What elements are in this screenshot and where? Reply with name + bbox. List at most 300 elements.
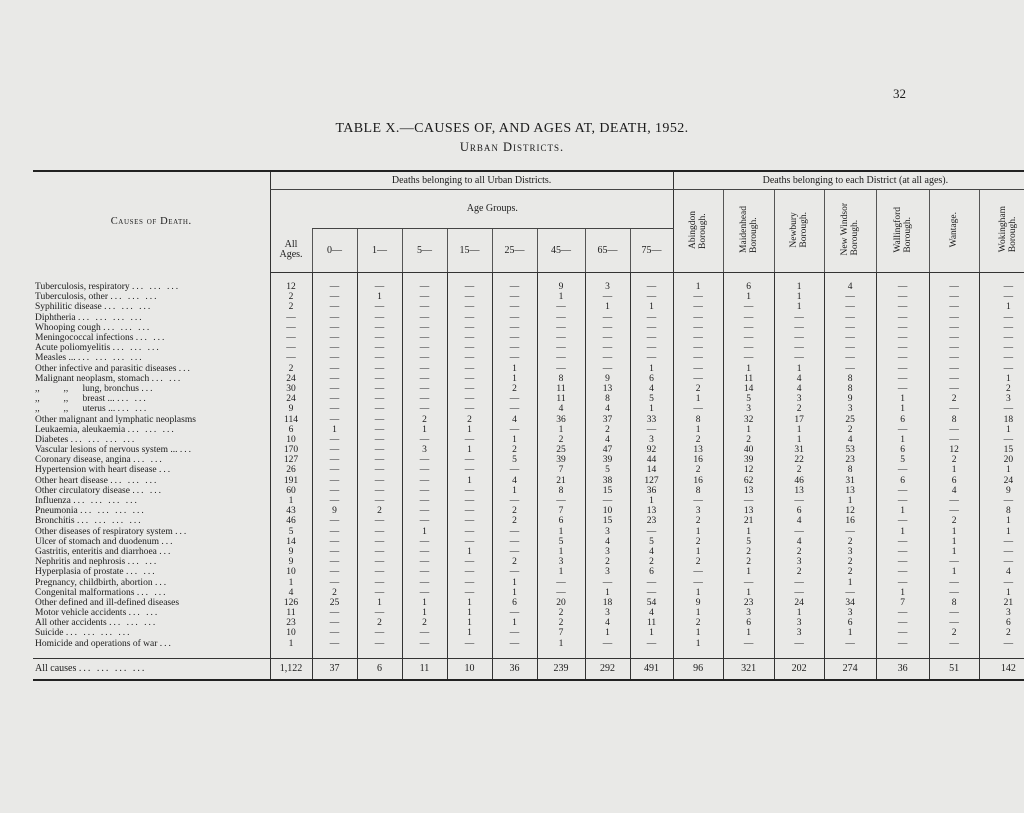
value-cell: 1,122 [270, 658, 312, 680]
value-cell: 23 [270, 618, 312, 628]
table-row [33, 537, 1024, 547]
value-cell: 5 [630, 537, 673, 547]
value-cell: — [357, 577, 402, 587]
value-cell: — [929, 435, 979, 445]
value-cell: — [824, 353, 876, 363]
value-cell: — [402, 323, 447, 333]
value-cell: 8 [585, 394, 630, 404]
value-cell: 1 [673, 394, 723, 404]
value-cell: 3 [585, 608, 630, 618]
value-cell: — [876, 465, 929, 475]
cause-cell [33, 292, 270, 302]
value-cell: 39 [723, 455, 774, 465]
cause-label: Malignant neoplasm, stomach [35, 373, 150, 384]
value-cell: — [979, 547, 1024, 557]
value-cell: — [824, 639, 876, 649]
value-cell: — [270, 353, 312, 363]
value-cell: 1 [774, 282, 824, 292]
cause-label: Gastritis, enteritis and diarrhoea [35, 546, 157, 557]
value-cell: 8 [929, 414, 979, 424]
value-cell: — [929, 577, 979, 587]
value-cell: 8 [537, 374, 585, 384]
value-cell: 1 [723, 588, 774, 598]
value-cell: 3 [824, 547, 876, 557]
cause-cell [33, 486, 270, 496]
value-cell: — [357, 639, 402, 649]
value-cell: — [929, 353, 979, 363]
value-cell: 2 [673, 618, 723, 628]
total-row [33, 658, 1024, 680]
value-cell: 15 [585, 486, 630, 496]
value-cell: — [585, 323, 630, 333]
value-cell: — [402, 282, 447, 292]
district-header-abingdon: Abingdon Borough. [673, 190, 723, 273]
value-cell: 7 [876, 598, 929, 608]
value-cell: 1 [585, 302, 630, 312]
cause-label: Meningococcal infections [35, 333, 134, 344]
value-cell: 5 [723, 394, 774, 404]
leader-dots: ... [175, 526, 189, 537]
spacer-row [33, 649, 1024, 659]
value-cell: — [312, 364, 357, 374]
value-cell: — [402, 506, 447, 516]
district-header-maidenhead: Maidenhead Borough. [723, 190, 774, 273]
value-cell: 2 [929, 628, 979, 638]
value-cell: 1 [723, 628, 774, 638]
value-cell: 2 [270, 302, 312, 312]
value-cell: 142 [979, 658, 1024, 680]
cause-label: Suicide [35, 628, 64, 639]
value-cell: — [723, 323, 774, 333]
value-cell: 3 [585, 527, 630, 537]
value-cell: — [492, 537, 537, 547]
value-cell: — [979, 496, 1024, 506]
value-cell: — [673, 313, 723, 323]
value-cell: 1 [630, 302, 673, 312]
value-cell: 5 [723, 537, 774, 547]
value-cell: — [979, 282, 1024, 292]
value-cell: — [537, 496, 585, 506]
value-cell: — [824, 323, 876, 333]
value-cell: 8 [537, 486, 585, 496]
value-cell: — [876, 364, 929, 374]
value-cell: 22 [774, 455, 824, 465]
leader-dots: ... ... ... ... [65, 628, 132, 639]
value-cell: — [447, 435, 492, 445]
value-cell: — [312, 618, 357, 628]
value-cell: — [447, 323, 492, 333]
value-cell: 25 [312, 598, 357, 608]
value-cell: 36 [630, 486, 673, 496]
table-row [33, 598, 1024, 608]
table-row [33, 588, 1024, 598]
value-cell: 3 [402, 445, 447, 455]
value-cell: — [537, 353, 585, 363]
value-cell: — [876, 577, 929, 587]
value-cell: 6 [537, 516, 585, 526]
value-cell: — [312, 628, 357, 638]
value-cell: — [824, 302, 876, 312]
cause-label: Acute poliomyelitis [35, 343, 111, 354]
value-cell: 2 [929, 455, 979, 465]
value-cell: 30 [270, 384, 312, 394]
value-cell: — [630, 425, 673, 435]
leader-dots: ... ... [133, 455, 164, 466]
value-cell: 13 [723, 486, 774, 496]
cause-cell [33, 476, 270, 486]
leader-dots: ... ... [135, 333, 167, 344]
cause-cell [33, 364, 270, 374]
cause-label: All causes [35, 662, 77, 674]
table-row [33, 425, 1024, 435]
value-cell: 4 [774, 384, 824, 394]
value-cell: 6 [723, 618, 774, 628]
value-cell: — [929, 282, 979, 292]
value-cell: 2 [537, 618, 585, 628]
cause-label: Ulcer of stomach and duodenum [35, 536, 159, 547]
value-cell: 3 [537, 557, 585, 567]
value-cell: 4 [979, 567, 1024, 577]
value-cell: 54 [630, 598, 673, 608]
value-cell: — [447, 353, 492, 363]
causes-of-death-table [33, 170, 1024, 681]
value-cell: 4 [270, 588, 312, 598]
value-cell: — [402, 516, 447, 526]
value-cell: — [929, 506, 979, 516]
value-cell: 1 [673, 547, 723, 557]
value-cell: — [723, 302, 774, 312]
value-cell: — [723, 333, 774, 343]
value-cell: — [492, 567, 537, 577]
value-cell: 60 [270, 486, 312, 496]
value-cell: — [723, 343, 774, 353]
value-cell: — [492, 343, 537, 353]
value-cell: 2 [492, 516, 537, 526]
value-cell: 11 [630, 618, 673, 628]
cause-cell [33, 588, 270, 598]
value-cell: — [673, 364, 723, 374]
value-cell: 2 [402, 618, 447, 628]
cause-cell [33, 414, 270, 424]
value-cell: 2 [979, 384, 1024, 394]
value-cell: 321 [723, 658, 774, 680]
cause-label: Diphtheria [35, 312, 76, 323]
cause-cell [33, 516, 270, 526]
value-cell: — [402, 567, 447, 577]
cause-cell [33, 282, 270, 292]
value-cell: — [447, 404, 492, 414]
value-cell: — [402, 557, 447, 567]
leader-dots: ... ... ... [103, 322, 152, 333]
value-cell: 38 [585, 476, 630, 486]
value-cell: — [673, 353, 723, 363]
cause-cell [33, 506, 270, 516]
age-header: 65— [585, 229, 630, 273]
age-header: 0— [312, 229, 357, 273]
value-cell: 1 [537, 639, 585, 649]
value-cell: — [447, 537, 492, 547]
value-cell: 8 [824, 465, 876, 475]
table-row [33, 476, 1024, 486]
value-cell: 6 [357, 658, 402, 680]
value-cell: 37 [585, 414, 630, 424]
value-cell: 39 [585, 455, 630, 465]
value-cell: 11 [270, 608, 312, 618]
value-cell: 4 [492, 476, 537, 486]
value-cell: 18 [585, 598, 630, 608]
value-cell: — [979, 435, 1024, 445]
value-cell: — [312, 313, 357, 323]
value-cell: 2 [774, 465, 824, 475]
value-cell: 491 [630, 658, 673, 680]
value-cell: 5 [876, 455, 929, 465]
value-cell: 36 [492, 658, 537, 680]
value-cell: — [673, 496, 723, 506]
value-cell: — [630, 323, 673, 333]
value-cell: 6 [824, 618, 876, 628]
value-cell: — [312, 496, 357, 506]
value-cell: 126 [270, 598, 312, 608]
value-cell: — [824, 343, 876, 353]
leader-dots: ... [159, 465, 173, 476]
leader-dots: ... ... ... ... [73, 496, 139, 507]
value-cell: 1 [270, 639, 312, 649]
value-cell: 1 [876, 506, 929, 516]
value-cell: — [723, 639, 774, 649]
cause-label: Diabetes [35, 434, 69, 445]
value-cell: — [876, 567, 929, 577]
table-row [33, 282, 1024, 292]
value-cell: 1 [492, 577, 537, 587]
value-cell: 1 [929, 547, 979, 557]
value-cell: 239 [537, 658, 585, 680]
value-cell: 8 [673, 486, 723, 496]
value-cell: — [357, 333, 402, 343]
cause-label: Influenza [35, 496, 71, 507]
value-cell: 1 [357, 292, 402, 302]
value-cell: — [537, 364, 585, 374]
value-cell: — [774, 496, 824, 506]
value-cell: 4 [585, 618, 630, 628]
cause-label: Hyperplasia of prostate [35, 567, 124, 578]
value-cell: 31 [774, 445, 824, 455]
value-cell: — [929, 333, 979, 343]
value-cell: — [876, 343, 929, 353]
value-cell: — [929, 618, 979, 628]
value-cell: 24 [270, 374, 312, 384]
value-cell: — [979, 364, 1024, 374]
value-cell: — [492, 292, 537, 302]
value-cell: 1 [876, 404, 929, 414]
value-cell: — [630, 353, 673, 363]
value-cell: 31 [824, 476, 876, 486]
table-row [33, 567, 1024, 577]
cause-cell [33, 404, 270, 414]
value-cell: 1 [447, 425, 492, 435]
value-cell: 1 [979, 302, 1024, 312]
value-cell: 1 [537, 547, 585, 557]
table-row [33, 374, 1024, 384]
value-cell: — [492, 282, 537, 292]
value-cell: 7 [537, 465, 585, 475]
value-cell: 4 [774, 537, 824, 547]
value-cell: — [492, 313, 537, 323]
value-cell: — [979, 537, 1024, 547]
value-cell: — [402, 496, 447, 506]
value-cell: 12 [270, 282, 312, 292]
value-cell: 1 [585, 628, 630, 638]
value-cell: — [357, 567, 402, 577]
cause-cell [33, 465, 270, 475]
value-cell: — [447, 588, 492, 598]
value-cell: — [876, 374, 929, 384]
value-cell: 1 [673, 527, 723, 537]
table-row [33, 618, 1024, 628]
value-cell: — [876, 608, 929, 618]
value-cell: 5 [630, 394, 673, 404]
value-cell: — [357, 404, 402, 414]
value-cell: — [876, 639, 929, 649]
value-cell: — [585, 313, 630, 323]
value-cell: 9 [824, 394, 876, 404]
value-cell: — [723, 353, 774, 363]
leader-dots: ... ... [132, 485, 163, 496]
value-cell: 2 [723, 547, 774, 557]
value-cell: — [673, 567, 723, 577]
value-cell: — [979, 343, 1024, 353]
value-cell: — [929, 343, 979, 353]
value-cell: — [447, 455, 492, 465]
value-cell: — [979, 404, 1024, 414]
leader-dots: ... [178, 363, 192, 374]
value-cell: 18 [979, 414, 1024, 424]
cause-label: Bronchitis [35, 516, 75, 527]
leader-dots: ... ... ... [132, 282, 181, 293]
value-cell: 3 [774, 394, 824, 404]
value-cell: — [537, 343, 585, 353]
value-cell: — [774, 323, 824, 333]
cause-cell [33, 425, 270, 435]
value-cell: — [929, 302, 979, 312]
cause-cell [33, 567, 270, 577]
value-cell: 6 [270, 425, 312, 435]
value-cell: 13 [774, 486, 824, 496]
leader-dots: ... ... [136, 587, 168, 598]
leader-dots: ... ... ... ... [78, 312, 144, 323]
value-cell: — [447, 384, 492, 394]
value-cell: — [673, 343, 723, 353]
value-cell: — [492, 394, 537, 404]
value-cell: — [673, 302, 723, 312]
value-cell: — [357, 323, 402, 333]
value-cell: — [312, 537, 357, 547]
value-cell: — [630, 282, 673, 292]
cause-cell [33, 313, 270, 323]
value-cell: 13 [723, 506, 774, 516]
value-cell: 6 [630, 374, 673, 384]
value-cell: — [312, 333, 357, 343]
cause-cell [33, 598, 270, 608]
value-cell: 3 [723, 404, 774, 414]
value-cell: — [979, 639, 1024, 649]
value-cell: — [312, 608, 357, 618]
value-cell: 9 [270, 557, 312, 567]
cause-cell [33, 435, 270, 445]
value-cell: — [876, 292, 929, 302]
cause-cell [33, 527, 270, 537]
cause-cell [33, 537, 270, 547]
table-row [33, 506, 1024, 516]
value-cell: 14 [630, 465, 673, 475]
value-cell: — [492, 628, 537, 638]
value-cell: — [979, 292, 1024, 302]
value-cell: 1 [447, 547, 492, 557]
value-cell: — [585, 353, 630, 363]
leader-dots: ... ... ... ... [80, 506, 146, 517]
value-cell: — [876, 282, 929, 292]
value-cell: 40 [723, 445, 774, 455]
value-cell: 7 [537, 506, 585, 516]
leader-dots: ... ... ... [104, 302, 153, 313]
value-cell: 2 [824, 557, 876, 567]
value-cell: 3 [824, 404, 876, 414]
leader-dots: ... [159, 546, 173, 557]
table-row [33, 313, 1024, 323]
value-cell: 127 [630, 476, 673, 486]
value-cell: 21 [537, 476, 585, 486]
value-cell: — [929, 608, 979, 618]
value-cell: — [357, 445, 402, 455]
value-cell: 1 [447, 598, 492, 608]
value-cell: 1 [492, 618, 537, 628]
cause-label: Other malignant and lymphatic neoplasms [35, 414, 196, 425]
value-cell: — [979, 353, 1024, 363]
value-cell: 9 [270, 404, 312, 414]
cause-cell [33, 639, 270, 649]
value-cell: — [979, 577, 1024, 587]
value-cell: — [824, 292, 876, 302]
table-row [33, 608, 1024, 618]
value-cell: 6 [492, 598, 537, 608]
value-cell: — [312, 343, 357, 353]
value-cell: — [774, 577, 824, 587]
value-cell: — [447, 557, 492, 567]
value-cell: — [312, 577, 357, 587]
value-cell: 4 [774, 516, 824, 526]
value-cell: — [979, 333, 1024, 343]
cause-label: Other circulatory disease [35, 485, 130, 496]
value-cell: 2 [537, 608, 585, 618]
table-row [33, 455, 1024, 465]
value-cell: 1 [447, 628, 492, 638]
value-cell: — [537, 588, 585, 598]
value-cell: 16 [824, 516, 876, 526]
leader-dots: ... ... ... ... [70, 434, 137, 445]
leader-dots: ... ... ... [110, 475, 159, 486]
cause-label: Other defined and ill-defined diseases [35, 597, 180, 608]
value-cell: 23 [723, 598, 774, 608]
value-cell: — [357, 608, 402, 618]
table-row [33, 435, 1024, 445]
cause-cell [33, 374, 270, 384]
value-cell: 36 [537, 414, 585, 424]
value-cell: — [585, 577, 630, 587]
value-cell: 47 [585, 445, 630, 455]
value-cell: — [357, 465, 402, 475]
value-cell: 170 [270, 445, 312, 455]
value-cell: 2 [929, 394, 979, 404]
value-cell: — [876, 537, 929, 547]
